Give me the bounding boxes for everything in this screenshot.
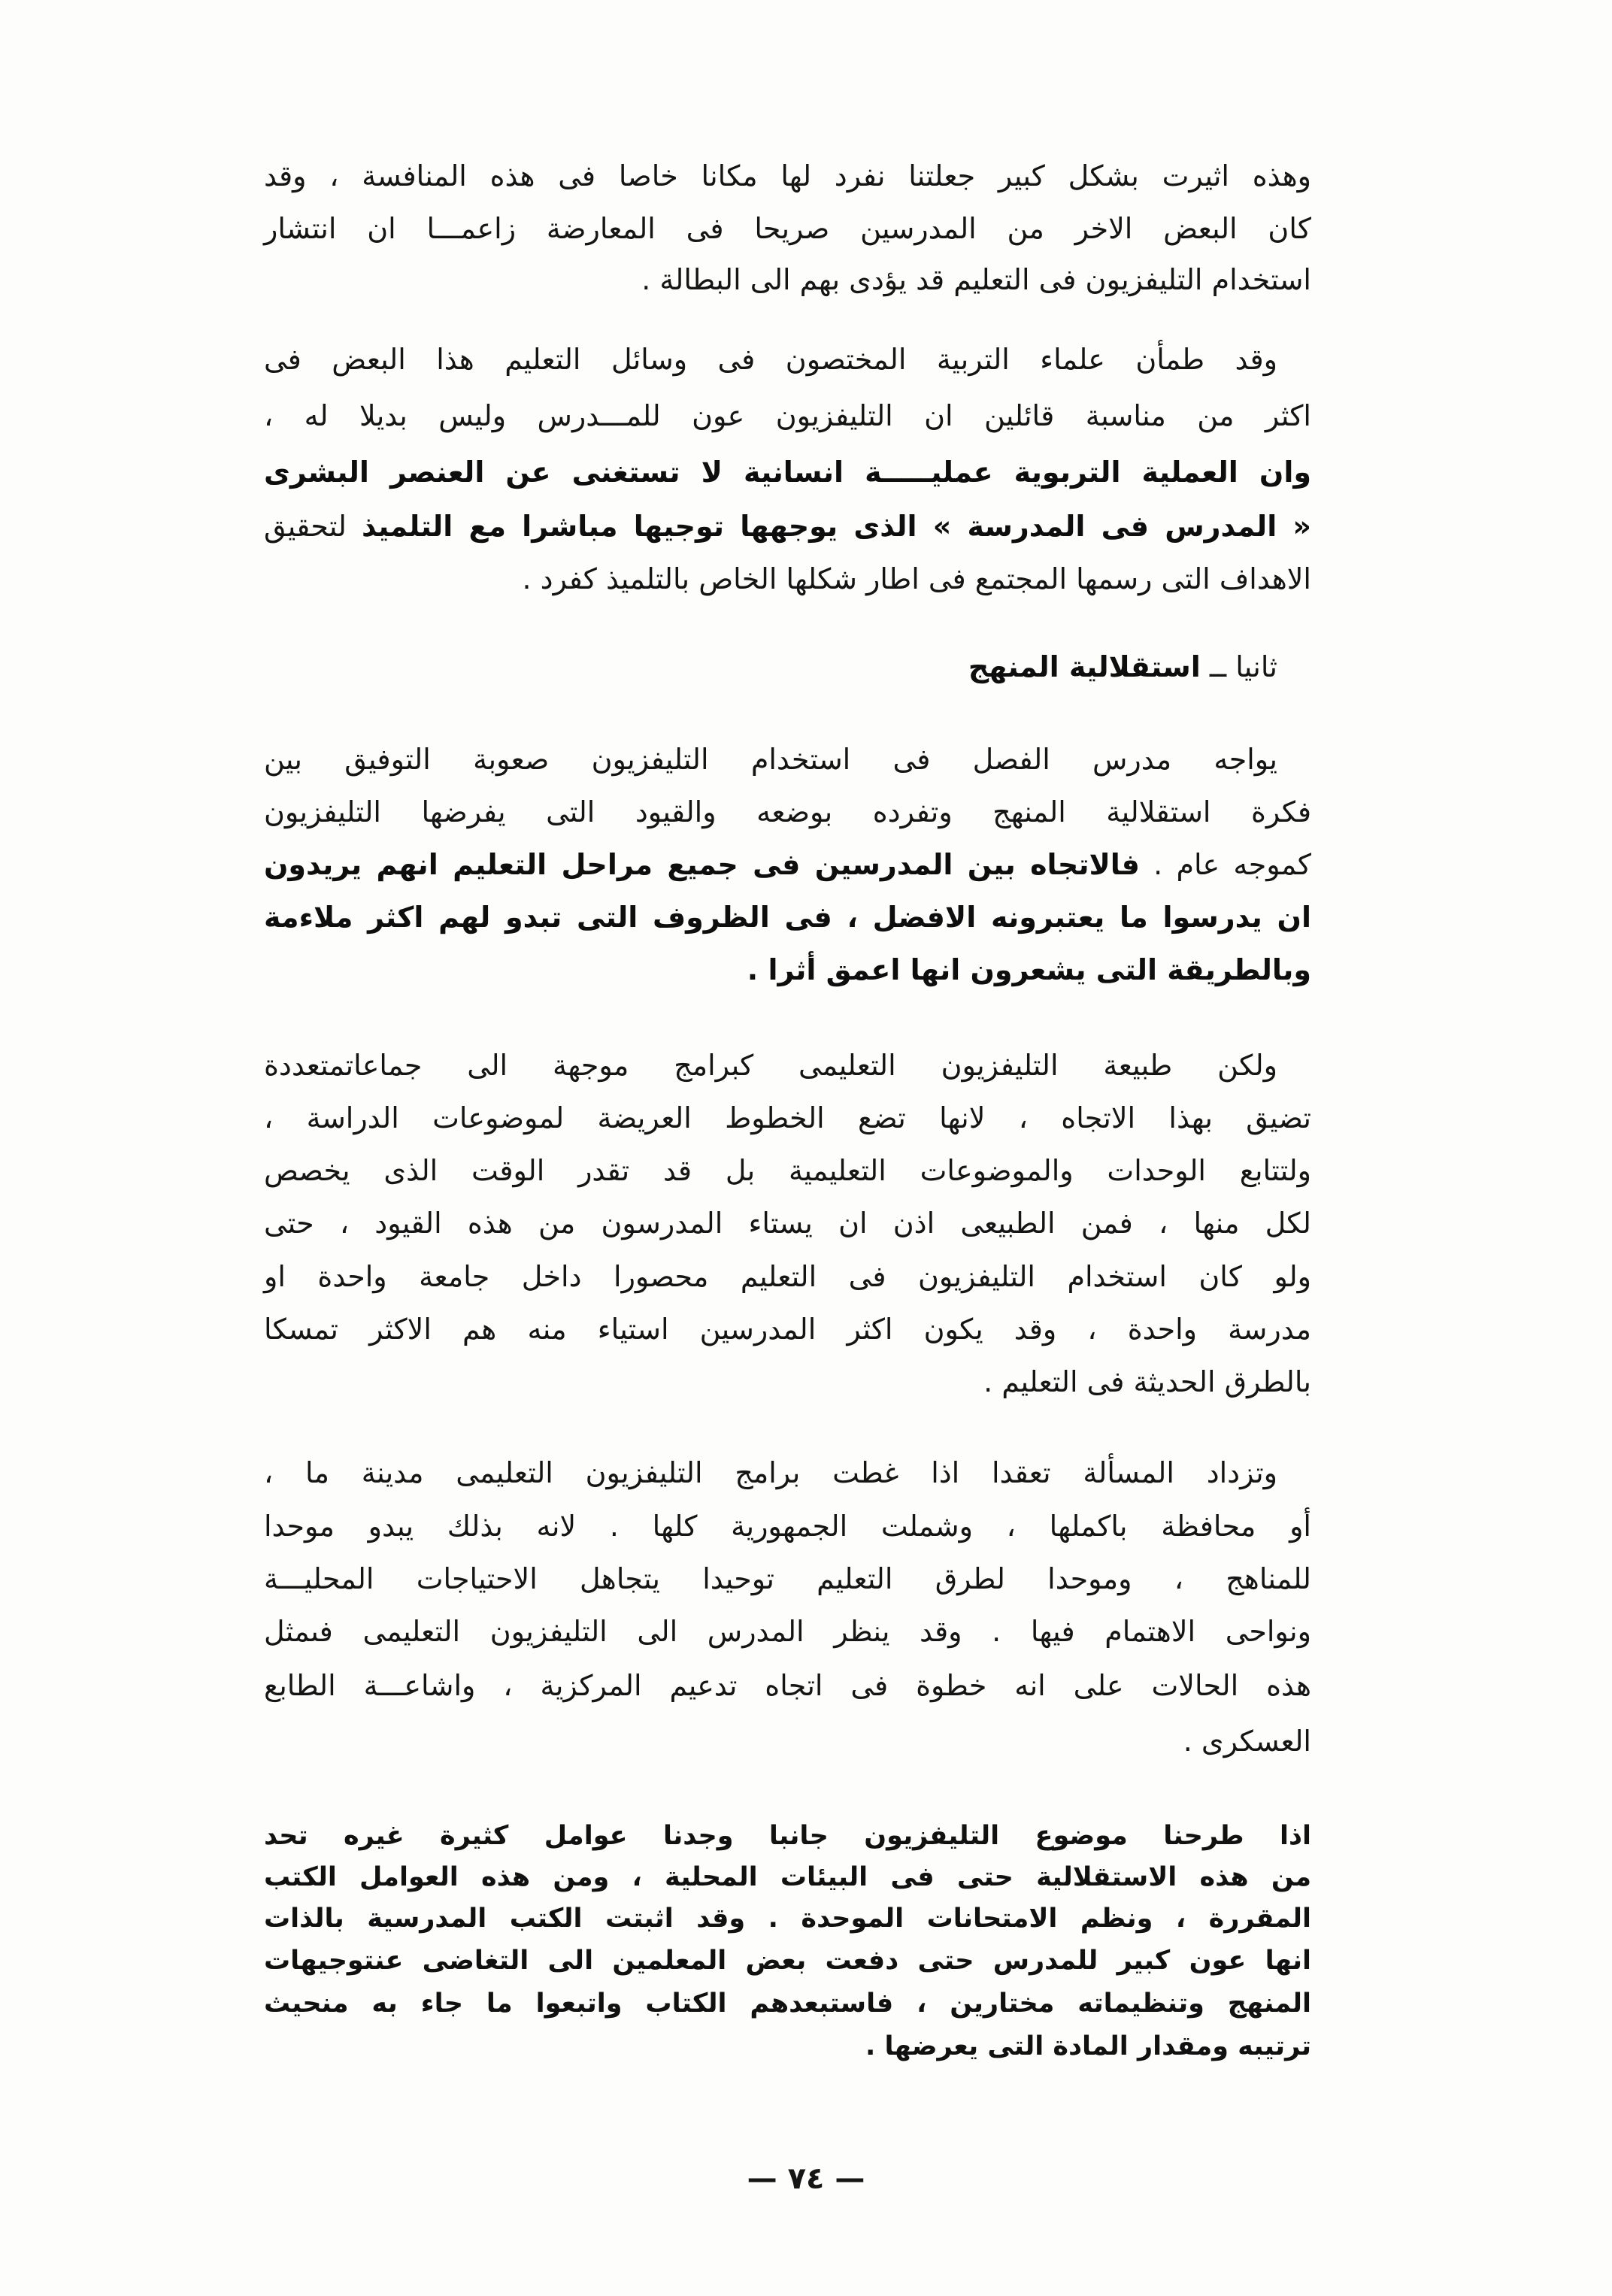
heading-title: استقلالية المنهج: [968, 650, 1201, 683]
text-line: [264, 1605, 1311, 1658]
text-segment: وهذه اثيرت بشكل كبير جعلتنا نفرد لها مكانا خاصا فى هذه المنافسة ، وقد: [264, 159, 1311, 192]
text-segment: يواجه مدرس الفصل فى استخدام التليفزيون صعوبة التوفيق بين: [264, 743, 1277, 776]
text-line: [264, 786, 1311, 838]
text-segment: ولتتابع الوحدات والموضوعات التعليمية بل قد تقدر الوقت الذى يخصص: [264, 1154, 1311, 1187]
section-heading: [264, 641, 1277, 693]
text-segment: المقررة ، ونظم الامتحانات الموحدة . وقد اثبتت الكتب المدرسية بالذات: [264, 1904, 1311, 1934]
text-line: [264, 2025, 1311, 2067]
emphasized-text: وان العملية التربوية عمليـــــة انسانية لا تستغنى عن العنصر البشرى: [264, 456, 1311, 489]
emphasized-text: ان يدرسوا ما يعتبرونه الافضل ، فى الظروف التى تبدو لهم اكثر ملاءمة: [264, 901, 1311, 934]
text-line: [264, 389, 1311, 442]
text-segment: بالطرق الحديثة فى التعليم .: [983, 1365, 1311, 1398]
text-line: [264, 1898, 1311, 1940]
text-segment: كان البعض الاخر من المدرسين صريحا فى المعارضة زاعمـــا ان انتشار: [264, 212, 1311, 245]
text-segment: من هذه الاستقلالية حتى فى البيئات المحلية ، ومن هذه العوامل الكتب: [264, 1862, 1311, 1892]
text-line: [264, 446, 1311, 498]
text-line: [264, 202, 1311, 255]
text-line: [264, 891, 1311, 944]
text-line: [264, 944, 1311, 996]
text-segment: وتزداد المسألة تعقدا اذا غطت برامج التليفزيون التعليمى مدينة ما ،: [264, 1456, 1277, 1489]
text-line: [264, 733, 1277, 786]
text-segment: الاهداف التى رسمها المجتمع فى اطار شكلها الخاص بالتلميذ كفرد .: [522, 562, 1311, 595]
text-segment: العسكرى .: [1183, 1725, 1311, 1758]
text-segment: أو محافظة باكملها ، وشملت الجمهورية كلها . لانه بذلك يبدو موحدا: [264, 1510, 1311, 1543]
text-line: [264, 1039, 1277, 1092]
text-line: [264, 1355, 1311, 1408]
text-segment: ونواحى الاهتمام فيها . وقد ينظر المدرس الى التليفزيون التعليمى فىمثل: [264, 1615, 1311, 1648]
text-segment: اذا طرحنا موضوع التليفزيون جانبا وجدنا عوامل كثيرة غيره تحد: [264, 1821, 1311, 1851]
text-line: [264, 1940, 1311, 1982]
text-line: [264, 838, 1311, 891]
text-segment: ترتيبه ومقدار المادة التى يعرضها .: [865, 2031, 1311, 2061]
text-line: [264, 253, 1311, 306]
text-line: [264, 553, 1311, 605]
text-segment: استخدام التليفزيون فى التعليم قد يؤدى بهم الى البطالة .: [641, 263, 1311, 296]
text-segment: تضيق بهذا الاتجاه ، لانها تضع الخطوط العريضة لموضوعات الدراسة ،: [264, 1101, 1311, 1134]
text-segment: للمناهج ، وموحدا لطرق التعليم توحيدا يتجاهل الاحتياجات المحليـــة: [264, 1562, 1311, 1595]
text-line: [264, 1303, 1311, 1355]
text-segment: كموجه عام .: [1153, 848, 1311, 881]
page-number: — ٧٤ —: [747, 2161, 865, 2196]
text-line: [264, 1552, 1311, 1605]
text-segment: مدرسة واحدة ، وقد يكون اكثر المدرسين استياء منه هم الاكثر تمسكا: [264, 1313, 1311, 1346]
text-line: [264, 1982, 1311, 2025]
emphasized-text: « المدرس فى المدرسة » الذى يوجهها توجيها مباشرا مع التلميذ: [362, 510, 1311, 543]
text-segment: لكل منها ، فمن الطبيعى اذن ان يستاء المدرسون من هذه القيود ، حتى: [264, 1207, 1311, 1240]
emphasized-text: فالاتجاه بين المدرسين فى جميع مراحل التعليم انهم يريدون: [264, 848, 1140, 881]
text-segment: وقد طمأن علماء التربية المختصون فى وسائل التعليم هذا البعض فى: [264, 343, 1277, 376]
text-line: [264, 500, 1311, 553]
text-line: [264, 1659, 1311, 1712]
emphasized-text: وبالطريقة التى يشعرون انها اعمق أثرا .: [747, 953, 1311, 986]
text-segment: ولكن طبيعة التليفزيون التعليمى كبرامج موجهة الى جماعاتمتعددة: [264, 1049, 1277, 1082]
text-segment: فكرة استقلالية المنهج وتفرده بوضعه والقيود التى يفرضها التليفزيون: [264, 795, 1311, 828]
text-segment: انها عون كبير للمدرس حتى دفعت بعض المعلمين الى التغاضى عنتوجيهات: [264, 1946, 1311, 1976]
text-segment: ولو كان استخدام التليفزيون فى التعليم محصورا داخل جامعة واحدة او: [264, 1260, 1311, 1293]
text-line: [264, 1500, 1311, 1552]
text-line: [264, 150, 1311, 202]
text-line: [264, 1197, 1311, 1249]
text-line: [264, 1144, 1311, 1197]
text-segment: هذه الحالات على انه خطوة فى اتجاه تدعيم المركزية ، واشاعـــة الطابع: [264, 1669, 1311, 1702]
text-line: [264, 1815, 1311, 1857]
text-line: [264, 1715, 1311, 1767]
text-segment: اكثر من مناسبة قائلين ان التليفزيون عون للمـــدرس وليس بديلا له ،: [264, 399, 1311, 432]
text-line: [264, 1856, 1311, 1898]
text-segment: لتحقيق: [264, 510, 347, 543]
text-line: [264, 1446, 1277, 1499]
text-line: [264, 1250, 1311, 1303]
heading-prefix: ثانيا ــ: [1209, 650, 1277, 683]
text-segment: المنهج وتنظيماته مختارين ، فاستبعدهم الكتاب واتبعوا ما جاء به منحيث: [264, 1989, 1311, 2019]
text-line: [264, 333, 1277, 386]
text-line: [264, 1092, 1311, 1144]
